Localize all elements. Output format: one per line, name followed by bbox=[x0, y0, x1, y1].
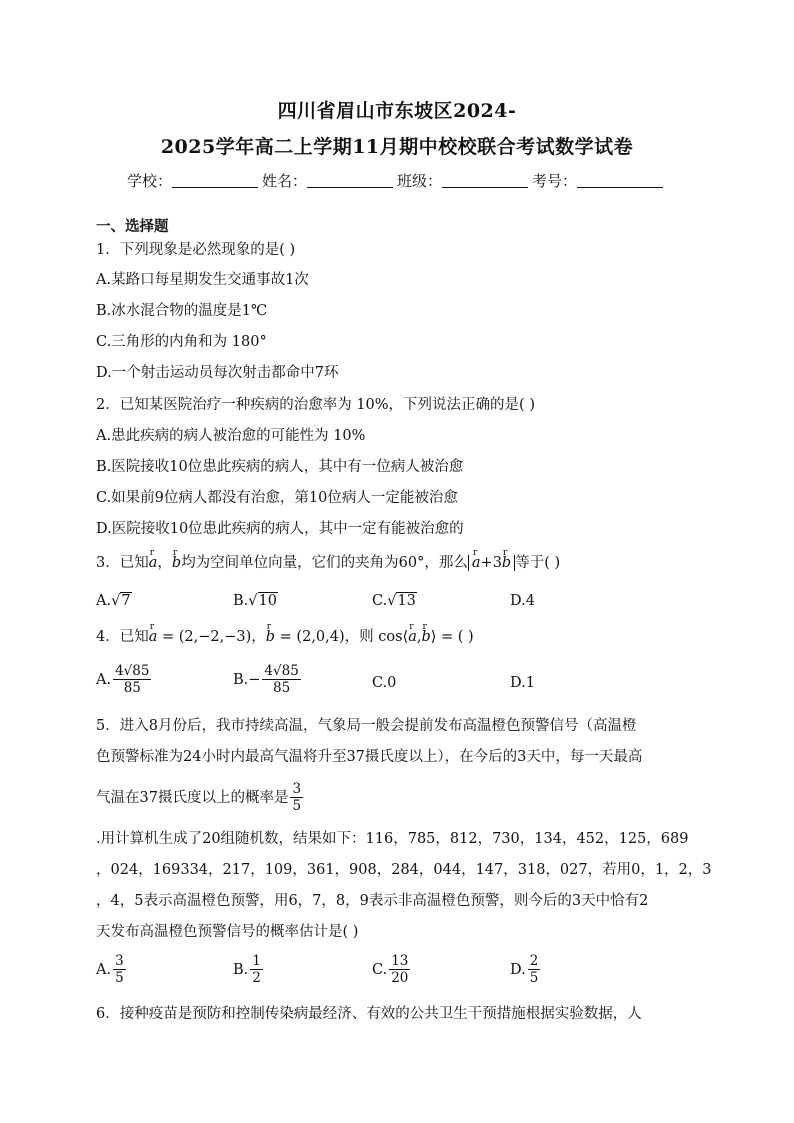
q5-option-b: B. $\frac{1}{2}$ bbox=[233, 953, 261, 986]
q5-option-d: D. $\frac{2}{5}$ bbox=[510, 953, 539, 986]
q5-line6: ，4，5表示高温橙色预警，用6，7，8，9表示非高温橙色预警，则今后的3天中恰有2 bbox=[96, 893, 649, 909]
q1-option-b: B.冰水混合物的温度是1℃ bbox=[96, 303, 268, 319]
q4-options bbox=[96, 663, 696, 703]
vector-a: r a bbox=[149, 553, 158, 573]
exam-number-label: 考号： bbox=[532, 172, 578, 190]
vector-b: r b bbox=[266, 627, 275, 647]
student-info-row bbox=[0, 170, 794, 191]
q5-probability-fraction: $\frac{3}{5}$ bbox=[292, 781, 302, 814]
class-blank[interactable] bbox=[442, 173, 528, 188]
q1-option-c: C.三角形的内角和为 180° bbox=[96, 334, 267, 350]
q1-option-a: A.某路口每星期发生交通事故1次 bbox=[96, 272, 309, 288]
section-heading: 一、选择题 bbox=[96, 218, 169, 235]
q2-option-c: C.如果前9位病人都没有治愈，第10位病人一定能被治愈 bbox=[96, 490, 458, 506]
q1-stem: 1．下列现象是必然现象的是( ) bbox=[96, 242, 296, 258]
q2-stem: 2．已知某医院治疗一种疾病的治愈率为 10%，下列说法正确的是( ) bbox=[96, 397, 535, 413]
q5-line4: .用计算机生成了20组随机数，结果如下：116，785，812，730，134，452，125，689 bbox=[96, 831, 689, 847]
q6-line1: 6．接种疫苗是预防和控制传染病最经济、有效的公共卫生干预措施根据实验数据，人 bbox=[96, 1006, 642, 1022]
q4-option-b: B.− $\frac{4√85}{85}$ bbox=[233, 663, 299, 696]
q5-line1: 5．进入8月份后，我市持续高温，气象局一般会提前发布高温橙色预警信号（高温橙 bbox=[96, 718, 637, 734]
q4-option-a: A. $\frac{4√85}{85}$ bbox=[96, 663, 150, 696]
name-blank[interactable] bbox=[307, 173, 393, 188]
q5-line7: 天发布高温橙色预警信号的概率估计是( ) bbox=[96, 924, 359, 940]
vector-a: r a bbox=[149, 627, 158, 647]
q3-option-c: C. √13 bbox=[372, 593, 416, 609]
q3-abs-expression: r a+3r b bbox=[468, 555, 515, 571]
exam-title-line1: 四川省眉山市东坡区2024- bbox=[277, 100, 517, 122]
q3-option-b: B. √10 bbox=[233, 593, 277, 609]
exam-number-blank[interactable] bbox=[577, 173, 663, 188]
q5-line3: 气温在37摄氏度以上的概率是 $\frac{3}{5}$ bbox=[96, 781, 302, 814]
q3-option-d: D.4 bbox=[510, 593, 535, 609]
q4-option-c: C.0 bbox=[372, 675, 397, 691]
q4-stem: 4．已知r a = (2,−2,−3)，r b = (2,0,4)，则 cos⟨r a,r b⟩ = ( ) bbox=[96, 627, 474, 647]
vector-b: r b bbox=[172, 553, 181, 573]
q5-line2: 色预警标准为24小时内最高气温将升至37摄氏度以上），在今后的3天中，每一天最高 bbox=[96, 749, 643, 765]
q5-options bbox=[96, 953, 696, 993]
q5-line5: ，024，169334，217，109，361，908，284，044，147，318，027，若用0，1，2，3 bbox=[96, 862, 712, 878]
class-label: 班级： bbox=[397, 172, 443, 190]
q5-option-c: C. $\frac{13}{20}$ bbox=[372, 953, 409, 986]
q3-option-a: A. √7 bbox=[96, 593, 131, 609]
q5-option-a: A. $\frac{3}{5}$ bbox=[96, 953, 124, 986]
q1-option-d: D.一个射击运动员每次射击都命中7环 bbox=[96, 365, 339, 381]
q3-stem: 3．已知r a，r b均为空间单位向量，它们的夹角为60°，那么r a+3r b 等于( ) bbox=[96, 553, 560, 573]
q2-option-d: D.医院接收10位患此疾病的病人，其中一定有能被治愈的 bbox=[96, 521, 464, 537]
school-label: 学校： bbox=[126, 172, 172, 190]
q2-option-b: B.医院接收10位患此疾病的病人，其中有一位病人被治愈 bbox=[96, 459, 464, 475]
q4-option-d: D.1 bbox=[510, 675, 535, 691]
name-label: 姓名： bbox=[261, 172, 307, 190]
exam-title-line2: 2025学年高二上学期11月期中校校联合考试数学试卷 bbox=[160, 136, 634, 158]
q2-option-a: A.患此疾病的病人被治愈的可能性为 10% bbox=[96, 428, 366, 444]
school-blank[interactable] bbox=[172, 173, 258, 188]
